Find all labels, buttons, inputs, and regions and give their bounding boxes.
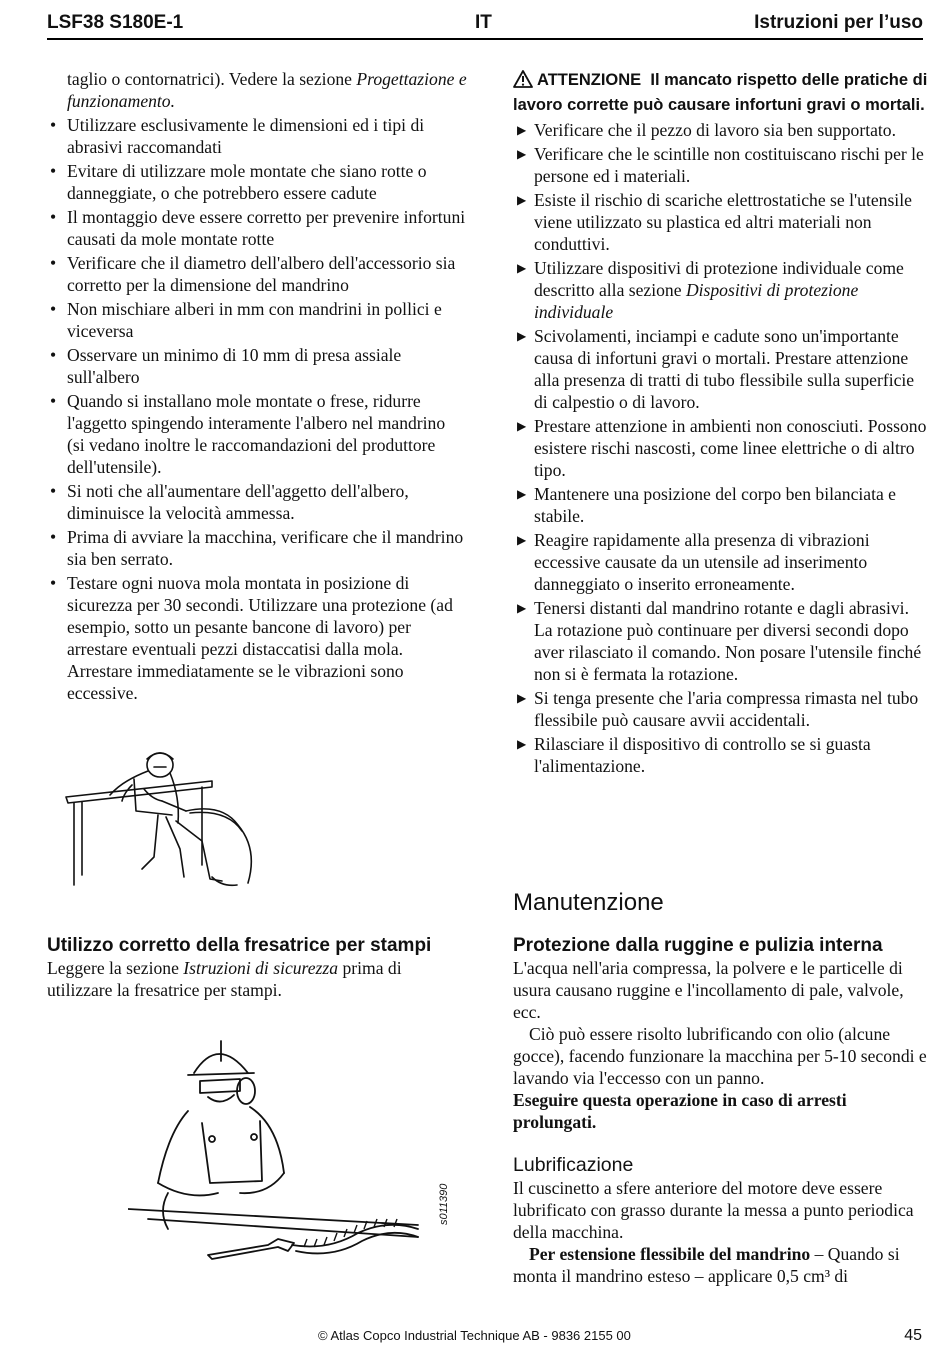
usage-section: [47, 934, 457, 1001]
warning-label: ATTENZIONE: [537, 71, 642, 89]
lubrication-paragraph-2: Per estensione flessibile del mandrino – Quando si monta il mandrino esteso – applicare 0,5 cm³ di: [513, 1244, 900, 1286]
intro-section-ref: Progettazione e funzionamento.: [67, 69, 467, 111]
list-item: • Evitare di utilizzare mole montate che siano rotte o danneggiate, o che potrebbero essere cadute: [50, 161, 427, 203]
list-item: ▶ Reagire rapidamente alla presenza di vibrazioni eccessive causate da un utensile ad inserimento danneggiato o inserito erroneamente.: [517, 530, 870, 594]
intro-text: taglio o contornatrici). Vedere la sezione Progettazione e funzionamento.: [67, 69, 467, 111]
page-header: [47, 10, 923, 40]
list-item: ▶ Verificare che le scintille non costituiscano rischi per le persone ed i materiali.: [517, 144, 924, 186]
ppe-section-ref: Dispositivi di protezione individuale: [534, 280, 859, 322]
rust-paragraph-3: Eseguire questa operazione in caso di arresti prolungati.: [513, 1090, 847, 1132]
list-item: • Utilizzare esclusivamente le dimensioni ed i tipi di abrasivi raccomandati: [50, 115, 425, 157]
maintenance-heading: Manutenzione: [513, 889, 664, 916]
list-item: ▶ Prestare attenzione in ambienti non conosciuti. Possono esistere rischi nascosti, come linee elettriche o di altro tipo.: [517, 416, 927, 480]
rust-section: [513, 934, 928, 1133]
list-item: ▶ Verificare che il pezzo di lavoro sia ben supportato.: [517, 120, 896, 140]
figure-label: s011390: [438, 1183, 450, 1225]
list-item: • Prima di avviare la macchina, verificare che il mandrino sia ben serrato.: [50, 527, 464, 569]
rust-heading: Protezione dalla ruggine e pulizia interna: [513, 935, 883, 956]
list-item: • Si noti che all'aumentare dell'aggetto dell'albero, diminuisce la velocità ammessa.: [50, 481, 409, 523]
list-item: • Quando si installano mole montate o frese, ridurre l'aggetto spingendo interamente l'albero nel mandrino (si vedano inoltre le raccomandazioni del produttore dell'utensile).: [50, 391, 446, 477]
left-column: [47, 68, 467, 706]
list-item: ▶ Utilizzare dispositivi di protezione individuale come descritto alla sezione Dispositivi di protezione individuale: [517, 258, 904, 322]
list-item: • Verificare che il diametro dell'albero dell'accessorio sia corretto per la dimensione del mandrino: [50, 253, 456, 295]
header-doc-title: Istruzioni per l’uso: [754, 12, 923, 33]
right-column: [513, 70, 928, 779]
usage-section-ref: Istruzioni di sicurezza: [183, 958, 339, 978]
lubrication-section: [513, 1154, 928, 1287]
warning-list: [513, 119, 928, 777]
warning-text: Il mancato rispetto delle pratiche di lavoro corrette può causare infortuni gravi o mortali.: [513, 71, 928, 114]
usage-text: Leggere la sezione Istruzioni di sicurezza prima di utilizzare la fresatrice per stampi.: [47, 958, 402, 1000]
warning-box: [513, 70, 928, 116]
safety-bullet-list: [47, 114, 467, 704]
usage-heading: Utilizzo corretto della fresatrice per stampi: [47, 935, 432, 956]
warning-triangle-icon: [513, 70, 533, 95]
header-model: LSF38 S180E-1: [47, 12, 184, 33]
list-item: ▶ Esiste il rischio di scariche elettrostatiche se l'utensile viene utilizzato su plastica ed altri materiali non conduttivi.: [517, 190, 912, 254]
list-item: • Testare ogni nuova mola montata in posizione di sicurezza per 30 secondi. Utilizzare una protezione (ad esempio, sotto un pesante bancone di lavoro) per arrestare eventuali pezzi distaccatisi dalla mola. Arrestare immediatamente se le vibrazioni sono eccessive.: [50, 573, 453, 703]
worker-with-die-grinder-illustration: [128, 1033, 428, 1269]
lubrication-paragraph-1: Il cuscinetto a sfere anteriore del motore deve essere lubrificato con grasso durante la messa a punto periodica della macchina.: [513, 1178, 914, 1242]
list-item: ▶ Mantenere una posizione del corpo ben bilanciata e stabile.: [517, 484, 896, 526]
header-language: IT: [475, 12, 492, 33]
rust-paragraph-2: Ciò può essere risolto lubrificando con olio (alcune gocce), facendo funzionare la macchina per 5-10 secondi e lavando via l'eccesso con un panno.: [513, 1024, 927, 1088]
rust-paragraph-1: L'acqua nell'aria compressa, la polvere e le particelle di usura causano ruggine e l'incollamento di pale, valvole, ecc.: [513, 958, 904, 1022]
footer-copyright: © Atlas Copco Industrial Technique AB - 9836 2155 00: [318, 1328, 631, 1343]
list-item: • Non mischiare alberi in mm con mandrini in pollici e viceversa: [50, 299, 442, 341]
list-item: ▶ Scivolamenti, inciampi e cadute sono un'importante causa di infortuni gravi o mortali. Prestare attenzione alla presenza di tratti di tubo flessibile sulla superficie di calpestio o di lavoro.: [517, 326, 915, 412]
list-item: ▶ Tenersi distanti dal mandrino rotante e dagli abrasivi. La rotazione può continuare per diversi secondi dopo aver rilasciato il comando. Non posare l'utensile finché non si è fermata la rotazione.: [517, 598, 922, 684]
lubrication-heading: Lubrificazione: [513, 1154, 634, 1176]
worker-at-bench-illustration: [62, 745, 272, 895]
page-number: 45: [904, 1327, 922, 1344]
list-item: • Il montaggio deve essere corretto per prevenire infortuni causati da mole montate rotte: [50, 207, 466, 249]
list-item: ▶ Rilasciare il dispositivo di controllo se si guasta l'alimentazione.: [517, 734, 871, 776]
list-item: ▶ Si tenga presente che l'aria compressa rimasta nel tubo flessibile può causare avvii accidentali.: [517, 688, 919, 730]
list-item: • Osservare un minimo di 10 mm di presa assiale sull'albero: [50, 345, 402, 387]
